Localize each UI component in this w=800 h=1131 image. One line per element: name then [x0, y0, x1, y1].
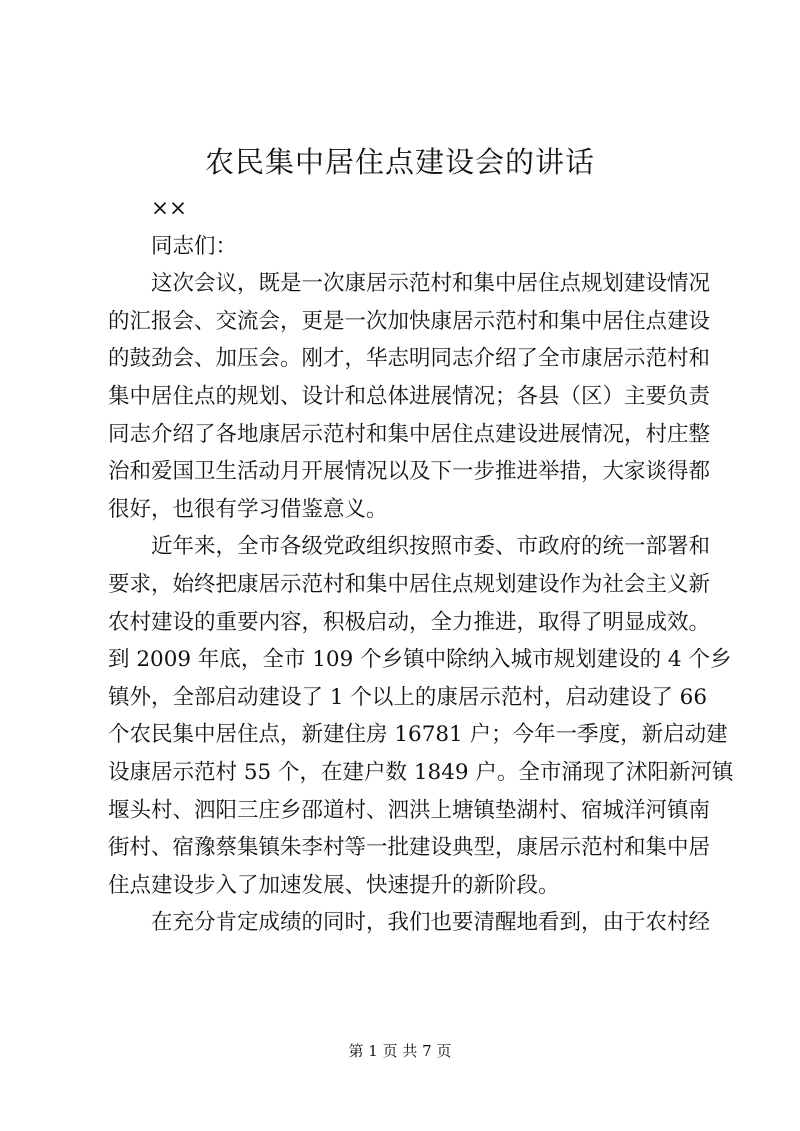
document-body — [108, 190, 734, 942]
document-title: 农民集中居住点建设会的讲话 — [204, 145, 595, 179]
text-line: 近年来，全市各级党政组织按照市委、市政府的统一部署和 — [151, 534, 711, 560]
text-line: 的鼓劲会、加压会。刚才，华志明同志介绍了全市康居示范村和 — [108, 346, 711, 372]
text-line: 集中居住点的规划、设计和总体进展情况；各县（区）主要负责 — [108, 383, 711, 409]
text-line: 住点建设步入了加速发展、快速提升的新阶段。 — [108, 872, 560, 898]
text-line: 很好，也很有学习借鉴意义。 — [108, 496, 388, 522]
text-line: 到 2009 年底，全市 109 个乡镇中除纳入城市规划建设的 4 个乡 — [108, 647, 732, 673]
page-footer: 第 1 页 共 7 页 — [348, 1042, 452, 1060]
text-line: 街村、宿豫蔡集镇朱李村等一批建设典型，康居示范村和集中居 — [108, 835, 711, 861]
text-line: ×× — [151, 196, 188, 221]
text-line: 在充分肯定成绩的同时，我们也要清醒地看到，由于农村经 — [151, 910, 711, 936]
text-line: 治和爱国卫生活动月开展情况以及下一步推进举措，大家谈得都 — [108, 459, 711, 485]
text-line: 个农民集中居住点，新建住房 16781 户；今年一季度，新启动建 — [108, 722, 728, 748]
text-line: 的汇报会、交流会，更是一次加快康居示范村和集中居住点建设 — [108, 308, 711, 334]
text-line: 同志介绍了各地康居示范村和集中居住点建设进展情况，村庄整 — [108, 421, 711, 447]
text-line: 农村建设的重要内容，积极启动，全力推进，取得了明显成效。 — [108, 609, 711, 635]
text-line: 要求，始终把康居示范村和集中居住点规划建设作为社会主义新 — [108, 571, 711, 597]
text-line: 设康居示范村 55 个，在建户数 1849 户。全市涌现了沭阳新河镇 — [108, 759, 734, 785]
text-line: 同志们： — [151, 233, 238, 259]
text-line: 这次会议，既是一次康居示范村和集中居住点规划建设情况 — [151, 271, 711, 297]
text-line: 镇外，全部启动建设了 1 个以上的康居示范村，启动建设了 66 — [108, 684, 708, 710]
text-line: 堰头村、泗阳三庄乡邵道村、泗洪上塘镇垫湖村、宿城洋河镇南 — [108, 797, 711, 823]
